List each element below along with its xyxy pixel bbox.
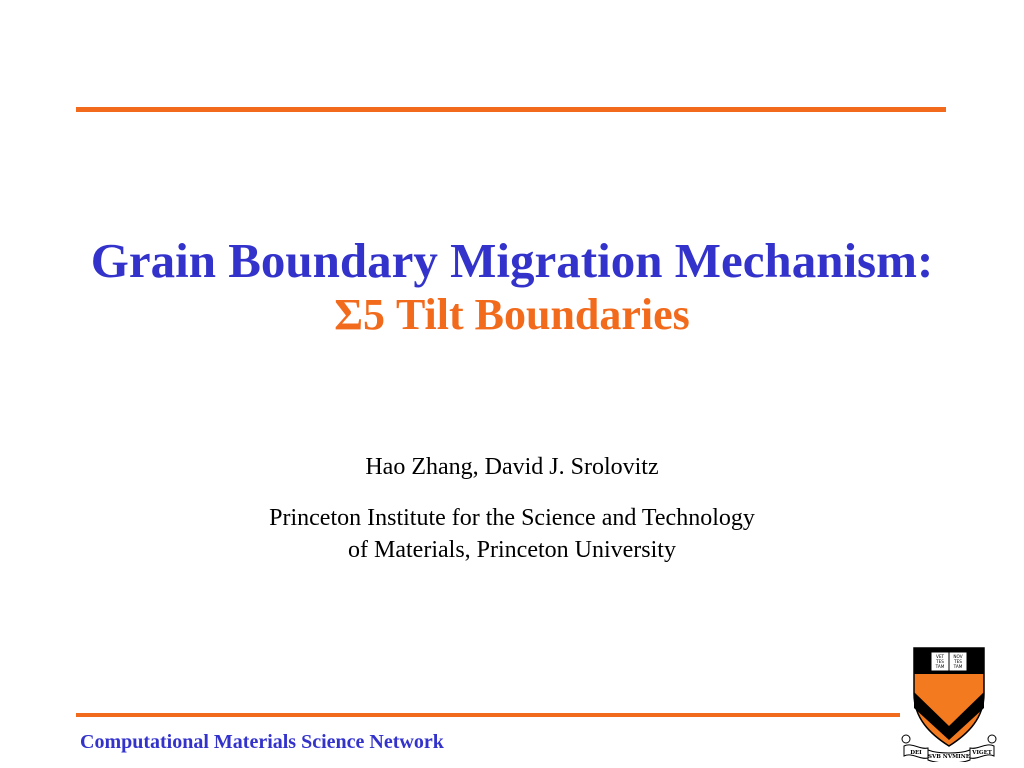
princeton-shield-icon [898,642,1000,762]
authors-block [0,452,1024,566]
author-names: Hao Zhang, David J. Srolovitz [365,454,659,480]
svg-text:NOV: NOV [953,654,963,659]
slide-title: Grain Boundary Migration Mechanism: [90,233,934,288]
slide-subtitle [0,289,1024,341]
svg-text:DEI: DEI [910,750,922,756]
title-block [0,233,1024,341]
top-divider [76,107,946,112]
svg-text:TAM: TAM [935,664,945,669]
bottom-divider [76,713,900,717]
svg-text:TAM: TAM [953,664,963,669]
affiliation-line-1: Princeton Institute for the Science and Technology [269,505,755,531]
sigma-symbol: Σ [334,290,363,339]
affiliation-line-2: of Materials, Princeton University [348,537,676,563]
svg-text:VET: VET [935,654,945,659]
svg-text:TES: TES [954,659,962,664]
svg-text:TES: TES [936,659,944,664]
svg-text:VIGET: VIGET [972,750,992,756]
subtitle-text: 5 Tilt Boundaries [362,290,690,339]
svg-text:SVB NVMINE: SVB NVMINE [928,754,970,760]
footer-text: Computational Materials Science Network [80,731,444,753]
